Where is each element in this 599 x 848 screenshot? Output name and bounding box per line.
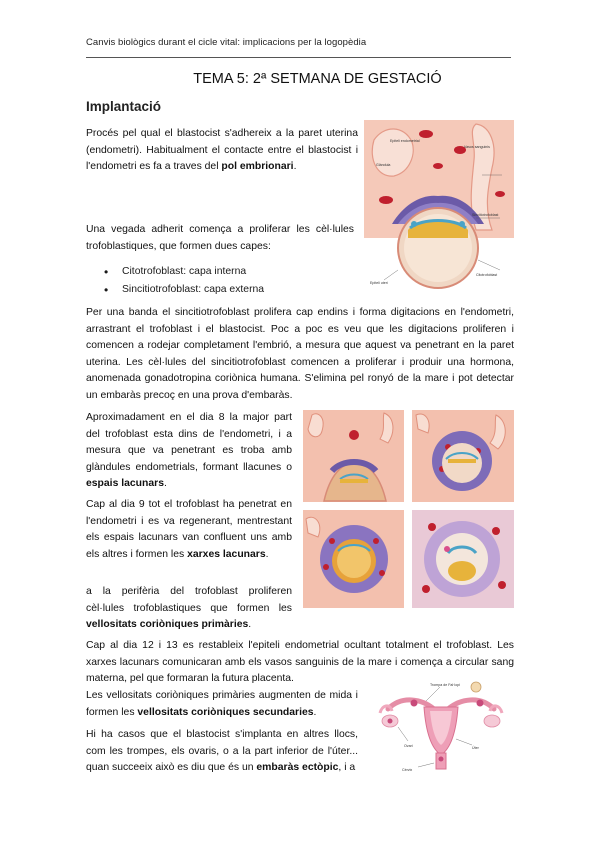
paragraph-day8 bbox=[86, 410, 292, 493]
label-cervix: Cèrvix bbox=[402, 768, 413, 772]
implantation-diagram bbox=[364, 120, 514, 302]
label-epiteli: Epiteli endometrial bbox=[390, 139, 420, 143]
p1-text: Procés pel qual el blastocist s'adhereix a la paret uterina (endometri). Habitualment el contacte entre el blastocist i l'endometri es fa a traves del bbox=[86, 128, 358, 173]
p8-text: Les vellositats coriòniques primàries augmenten de mida i formen les bbox=[86, 690, 358, 718]
label-vasos: Vasos sanguinis bbox=[464, 145, 490, 149]
header-divider bbox=[86, 57, 511, 58]
paragraph-definition bbox=[86, 126, 358, 176]
label-citotrofo: Citotrofoblast bbox=[476, 273, 498, 277]
paragraph-day9 bbox=[86, 497, 292, 563]
paragraph-syncytiotrophoblast: Per una banda el sincitiotrofoblast prolifera cap endins i forma digitacions en l'endometri, arrastrant el trofoblast i el blastocist. Poc a poc es veu que les digitacions proliferen i comencen a rodejar completament l'embrió, a mesura que aquest va penetrant en la paret uterina. Les cèl·lules del sincitiotrofoblast comencen a proliferar i produir una hormona, anomenada gonadotropina coriònica humana. S'elimina pel ronyó de la mare i pot detectar un embaràs precoç en una prova d'embaràs. bbox=[86, 307, 514, 401]
p9-bold-term: embaràs ectòpic bbox=[256, 762, 339, 774]
stage-panel-b bbox=[412, 410, 514, 502]
p4-bold-term: espais lacunars bbox=[86, 478, 164, 490]
paragraph-secondary-villi bbox=[86, 688, 358, 721]
p9-end: , i a bbox=[338, 762, 356, 774]
stage-panel-d bbox=[412, 510, 514, 608]
stage-panel-c bbox=[303, 510, 404, 608]
p5-text: Cap al dia 9 tot el trofoblast ha penetrat en l'endometri i es va regenerant, mentrestant els espais lacunars van confluent uns amb els altres i formen les bbox=[86, 499, 292, 560]
section-title-implantacio: Implantació bbox=[86, 99, 162, 114]
paragraph-trophoblast: Una vegada adherit comença a proliferar les cèl·lules trofoblastiques, que formen dues capes: bbox=[86, 224, 354, 252]
p1-bold-term: pol embrionari bbox=[221, 161, 294, 173]
paragraph-day12: Cap al dia 12 i 13 es restableix l'epiteli endometrial ocultant totalment el trofoblast. Les xarxes lacunars comunicaran amb els vasos sanguinis de la mare i comença a circular sang materna, pel que formaran la futura placenta. bbox=[86, 640, 514, 685]
p4-end: . bbox=[163, 478, 167, 490]
p6-text: a la perifèria del trofoblast proliferen cèl·lules trofoblastiques que formen les bbox=[86, 586, 292, 614]
p5-end: . bbox=[265, 548, 269, 560]
paragraph-villi bbox=[86, 584, 292, 634]
p6-end: . bbox=[248, 619, 252, 631]
p8-bold-term: vellositats coriòniques secundaries bbox=[137, 706, 314, 718]
p4-text: Aproximadament en el dia 8 la major part del trofoblast esta dins de l'endometri, i a mesura que va penetrant es troba amb glàndules endometrials, formant llacunes o bbox=[86, 412, 292, 473]
p1-end: . bbox=[293, 161, 297, 173]
uterus-ectopic-diagram bbox=[368, 679, 514, 775]
p8-end: . bbox=[313, 706, 317, 718]
p5-bold-term: xarxes lacunars bbox=[187, 548, 266, 560]
running-header: Canvis biològics durant el cicle vital: implicacions per la logopèdia bbox=[86, 37, 367, 48]
implantation-stages-figure bbox=[302, 409, 515, 609]
list-item: • Sincitiotrofoblast: capa externa bbox=[104, 281, 264, 299]
trophoblast-layers-list bbox=[104, 263, 264, 299]
page-title: TEMA 5: 2ª SETMANA DE GESTACIÓ bbox=[193, 71, 442, 87]
stage-panel-a bbox=[303, 410, 404, 502]
label-glandula: Glàndula bbox=[376, 163, 391, 167]
paragraph-ectopic bbox=[86, 727, 358, 777]
label-uter: Úter bbox=[472, 746, 479, 750]
label-sincitio: Sincitiotrofoblast bbox=[472, 213, 499, 217]
label-trompa: Trompa de Fal·lopi bbox=[430, 683, 461, 687]
p9-text: Hi ha casos que el blastocist s'implanta en altres llocs, com les trompes, els ovaris, o a la part inferior de l'úter... quan succeeix això es diu que és un bbox=[86, 729, 358, 774]
label-ovari: Ovari bbox=[404, 744, 413, 748]
p6-bold-term: vellositats coriòniques primàries bbox=[86, 619, 249, 631]
label-epiteli-uteri: Epiteli uterí bbox=[370, 281, 388, 285]
list-item: • Citotrofoblast: capa interna bbox=[104, 263, 264, 281]
